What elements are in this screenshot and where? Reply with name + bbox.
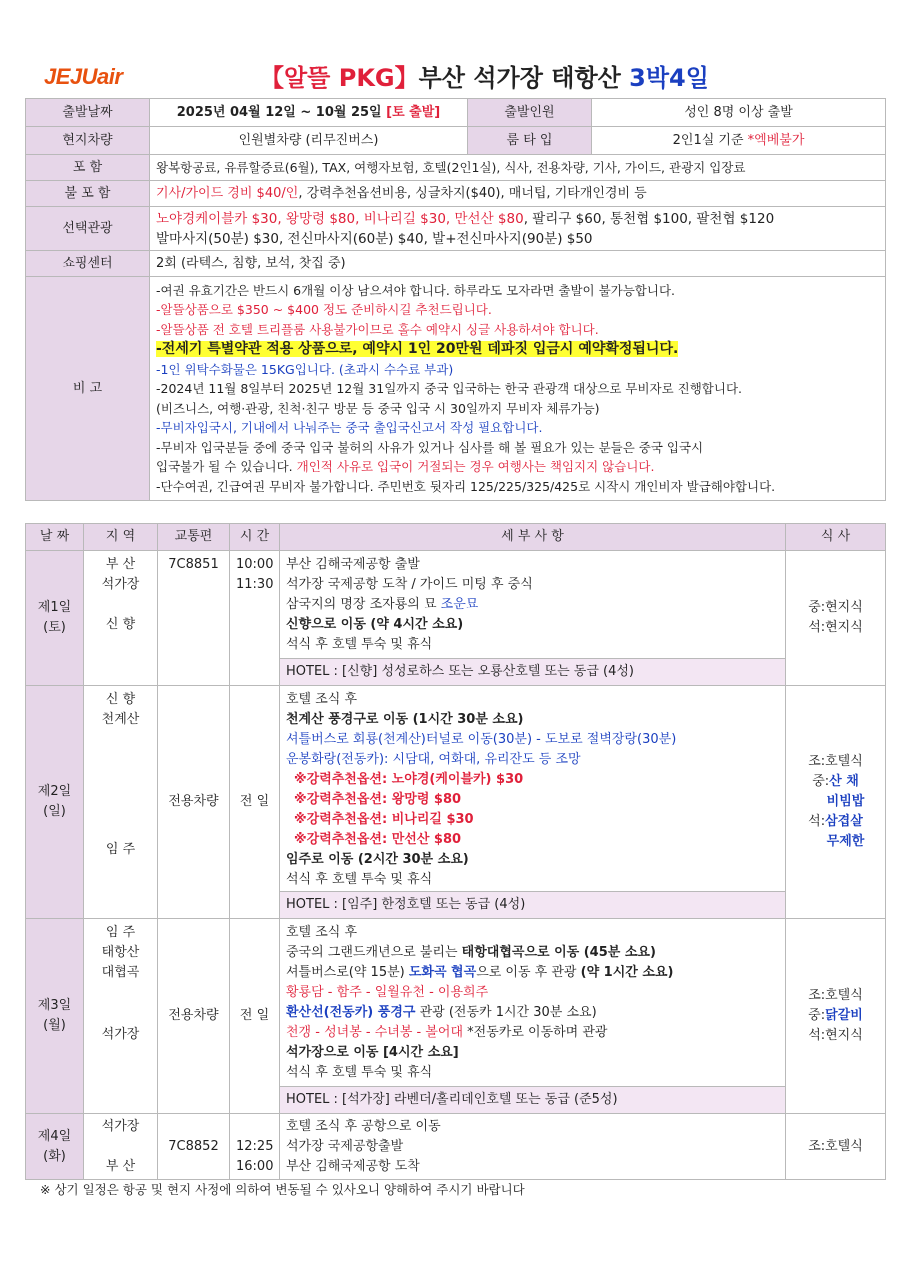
schedule-table xyxy=(25,523,886,1180)
room-note: *엑베불가 xyxy=(747,132,805,148)
option-label: 선택관광 xyxy=(26,207,150,251)
header-time: 시 간 xyxy=(230,524,280,551)
vehicle-value: 인원별차량 (리무진버스) xyxy=(150,127,468,155)
schedule-header xyxy=(26,524,886,551)
day4-row xyxy=(26,1114,886,1180)
title-main: 부산 석가장 태항산 xyxy=(418,64,630,92)
include-label: 포 함 xyxy=(26,155,150,181)
day2-date: 제2일 (일) xyxy=(26,686,84,919)
day1-hotel: HOTEL : [신향] 성성로하스 또는 오룡산호텔 또는 동급 (4성) xyxy=(280,659,786,686)
day4-transport: 7C8852 xyxy=(158,1114,230,1180)
header-date: 날 짜 xyxy=(26,524,84,551)
title-tag: 【알뜰 PKG】 xyxy=(260,64,419,92)
people-value: 성인 8명 이상 출발 xyxy=(592,99,886,127)
day2-time: 전 일 xyxy=(230,686,280,919)
footnote: ※ 상기 일정은 항공 및 현지 사정에 의하여 변동될 수 있사오니 양해하여 주시기 바랍니다 xyxy=(40,1182,525,1197)
title-duration: 3박4일 xyxy=(629,64,709,92)
remark-line: -1인 위탁수화물은 15KG입니다. (초과시 수수료 부과) xyxy=(156,361,454,377)
room-label: 룸 타 입 xyxy=(468,127,592,155)
exclude-label: 불 포 함 xyxy=(26,181,150,207)
option-value: 노야경케이블카 $30, 왕망령 $80, 비나리길 $30, 만선산 $80, 팔리구 $60, 통천협 $100, 팔천협 $120 발마사지(50분) $30, 전신마사지(60분) $40, 발+전신마사지(90분) $50 xyxy=(150,207,886,251)
day1-transport: 7C8851 xyxy=(158,551,230,686)
info-row-depart xyxy=(26,99,886,127)
remark-line: -무비자 입국분들 중에 중국 입국 불허의 사유가 있거나 심사를 해 볼 필요가 있는 분들은 중국 입국시 xyxy=(156,439,704,455)
day2-hotel: HOTEL : [임주] 한정호텔 또는 동급 (4성) xyxy=(280,892,786,919)
remark-line: -무비자입국시, 기내에서 나눠주는 중국 출입국신고서 작성 필요합니다. xyxy=(156,420,543,436)
header-transport: 교통편 xyxy=(158,524,230,551)
day2-meals: 조:호텔식 중:산 채 비빔밥 석:삼겹살 무제한 xyxy=(786,686,886,919)
info-table xyxy=(25,98,886,501)
day4-details: 호텔 조식 후 공항으로 이동 석가장 국제공항출발 부산 김해국제공항 도착 xyxy=(280,1114,786,1180)
day2-row xyxy=(26,686,886,892)
day4-meals: 조:호텔식 xyxy=(786,1114,886,1180)
header-area: 지 역 xyxy=(84,524,158,551)
header-meals: 식 사 xyxy=(786,524,886,551)
depart-label: 출발날짜 xyxy=(26,99,150,127)
remark-line: -알뜰상품으로 $350 ~ $400 정도 준비하시길 추천드립니다. xyxy=(156,302,492,318)
day3-meals: 조:호텔식 중:닭갈비 석:현지식 xyxy=(786,919,886,1114)
info-row-option xyxy=(26,207,886,251)
day1-meals: 중:현지식 석:현지식 xyxy=(786,551,886,686)
day2-transport: 전용차량 xyxy=(158,686,230,919)
day3-date: 제3일 (월) xyxy=(26,919,84,1114)
shop-label: 쇼핑센터 xyxy=(26,251,150,277)
day1-row xyxy=(26,551,886,659)
jejuair-logo: JEJUair xyxy=(44,64,123,89)
day1-details: 부산 김해국제공항 출발 석가장 국제공항 도착 / 가이드 미팅 후 중식 삼국지의 명장 조자룡의 묘 조운묘 신향으로 이동 (약 4시간 소요) 석식 후 호텔 투숙 및 휴식 xyxy=(280,551,786,659)
info-row-remarks xyxy=(26,277,886,501)
day4-times: 12:25 16:00 xyxy=(230,1114,280,1180)
day3-row xyxy=(26,919,886,1087)
remark-line: -단수여권, 긴급여권 무비자 불가합니다. 주민번호 뒷자리 125/225/325/425로 시작시 개인비자 발급해야합니다. xyxy=(156,478,776,494)
day3-details: 호텔 조식 후 중국의 그랜드캐년으로 불리는 태항대협곡으로 이동 (45분 소요) 셔틀버스로(약 15분) 도화곡 협곡으로 이동 후 관광 (약 1시간 소요) 황룡담 - 함주 - 일월유천 - 이용희주 환산선(전동카) 풍경구 관광 (전동카 1시간 30분 소요) 천갱 - 성녀봉 - 수녀봉 - 볼어대 *전동카로 이동하며 관광 석가장으로 이동 [4시간 소요] 석식 후 호텔 투숙 및 휴식 xyxy=(280,919,786,1087)
day2-areas: 신 향 천계산 임 주 xyxy=(84,686,158,919)
shop-value: 2회 (라텍스, 침향, 보석, 찻집 중) xyxy=(150,251,886,277)
day4-areas: 석가장 부 산 xyxy=(84,1114,158,1180)
info-row-shop xyxy=(26,251,886,277)
day3-transport: 전용차량 xyxy=(158,919,230,1114)
day3-hotel: HOTEL : [석가장] 라벤더/홀리데인호텔 또는 동급 (준5성) xyxy=(280,1087,786,1114)
remark-line: -2024년 11월 8일부터 2025년 12월 31일까지 중국 입국하는 한국 관광객 대상으로 무비자로 진행합니다. xyxy=(156,381,743,397)
info-row-vehicle xyxy=(26,127,886,155)
people-label: 출발인원 xyxy=(468,99,592,127)
info-row-exclude xyxy=(26,181,886,207)
remark-line: -여권 유효기간은 반드시 6개월 이상 남으셔야 합니다. 하루라도 모자라면 출발이 불가능합니다. xyxy=(156,282,675,298)
exclude-value: 기사/가이드 경비 $40/인, 강력추천옵션비용, 싱글차지($40), 매너팁, 기타개인경비 등 xyxy=(150,181,886,207)
day1-areas: 부 산 석가장 신 향 xyxy=(84,551,158,686)
header-details: 세 부 사 항 xyxy=(280,524,786,551)
remarks-block xyxy=(150,277,886,501)
remark-label: 비 고 xyxy=(26,277,150,501)
day4-date: 제4일 (화) xyxy=(26,1114,84,1180)
day3-areas: 임 주 태항산 대협곡 석가장 xyxy=(84,919,158,1114)
remark-line: (비즈니스, 여행·관광, 친척·친구 방문 등 중국 입국 시 30일까지 무비자 체류가능) xyxy=(156,400,600,416)
vehicle-label: 현지차량 xyxy=(26,127,150,155)
depart-value: 2025년 04월 12일 ~ 10월 25일 [토 출발] xyxy=(150,99,468,127)
remark-highlight: -전세기 특별약관 적용 상품으로, 예약시 1인 20만원 데파짓 입금시 예약확정됩니다. xyxy=(156,341,679,358)
depart-day: [토 출발] xyxy=(386,104,441,120)
day3-time: 전 일 xyxy=(230,919,280,1114)
remark-line: -알뜰상품 전 호텔 트리플룸 사용불가이므로 홀수 예약시 싱글 사용하셔야 합니다. xyxy=(156,321,599,337)
day1-times: 10:00 11:30 xyxy=(230,551,280,686)
include-value: 왕복항공료, 유류할증료(6월), TAX, 여행자보험, 호텔(2인1실), 식사, 전용차량, 기사, 가이드, 관광지 입장료 xyxy=(150,155,886,181)
room-value: 2인1실 기준 *엑베불가 xyxy=(592,127,886,155)
remark-line: 입국불가 될 수 있습니다. 개인적 사유로 입국이 거절되는 경우 여행사는 책임지지 않습니다. xyxy=(156,459,655,475)
day1-date: 제1일 (토) xyxy=(26,551,84,686)
day2-details: 호텔 조식 후 천계산 풍경구로 이동 (1시간 30분 소요) 셔틀버스로 회룡(천계산)터널로 이동(30분) - 도보로 절벽장랑(30분) 운봉화랑(전동카): 시담대, 여화대, 유리잔도 등 조망 ※강력추천옵션: 노야경(케이블카) $30 ※강력추천옵션: 왕망령 $80 ※강력추천옵션: 비나리길 $30 ※강력추천옵션: 만선산 $80 임주로 이동 (2시간 30분 소요) 석식 후 호텔 투숙 및 휴식 xyxy=(280,686,786,892)
page-title xyxy=(260,58,709,93)
info-row-include xyxy=(26,155,886,181)
